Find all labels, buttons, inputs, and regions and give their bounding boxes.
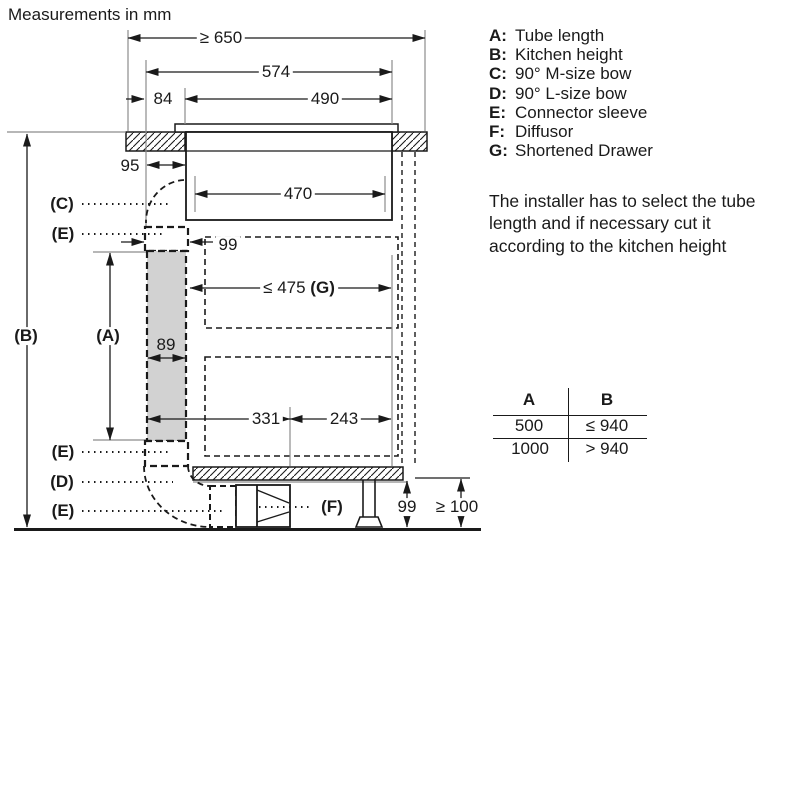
label-sleeve-mid: (E) bbox=[51, 442, 75, 462]
dim-left-offset: 84 bbox=[153, 89, 173, 109]
dimension-lines bbox=[27, 38, 461, 527]
dim-cutout-width: 490 bbox=[308, 90, 342, 108]
dim-hob-width: 574 bbox=[259, 63, 293, 81]
label-diffusor: (F) bbox=[321, 497, 343, 517]
dim-rear-depth: 243 bbox=[327, 410, 361, 428]
cabinet-leg bbox=[356, 480, 382, 527]
label-sleeve-out: (E) bbox=[51, 501, 75, 521]
label-bow-l: (D) bbox=[50, 472, 74, 492]
connector-sleeve-top bbox=[145, 227, 188, 251]
legend bbox=[489, 26, 653, 161]
cabinet-bottom-panel bbox=[193, 467, 403, 480]
table-cell: > 940 bbox=[585, 439, 629, 458]
label-bow-m: (C) bbox=[50, 194, 74, 214]
dim-duct-offset: 95 bbox=[120, 156, 140, 176]
dim-front-depth: 331 bbox=[249, 410, 283, 428]
connector-sleeve-mid bbox=[145, 441, 188, 466]
table-cell: 1000 bbox=[511, 439, 549, 458]
lower-drawer bbox=[205, 357, 398, 456]
table-header-b: B bbox=[600, 390, 614, 409]
dim-sleeve-width: 99 bbox=[216, 236, 241, 254]
diffusor bbox=[236, 485, 290, 527]
connector-sleeve-out bbox=[210, 486, 236, 527]
dim-tube-width: 89 bbox=[156, 335, 176, 355]
legend-item: C: 90° M-size bow bbox=[489, 64, 632, 84]
ab-table bbox=[493, 385, 647, 465]
legend-item: A: Tube length bbox=[489, 25, 605, 45]
hob-box bbox=[186, 132, 392, 220]
dim-min-niche-width: ≥ 650 bbox=[197, 29, 245, 47]
dim-hob-inner-width: 470 bbox=[281, 185, 315, 203]
dim-drawer-depth: ≤ 475 (G) bbox=[260, 279, 338, 297]
table-divider bbox=[568, 388, 569, 462]
legend-item: D: 90° L-size bow bbox=[489, 83, 627, 103]
legend-item: G: Shortened Drawer bbox=[489, 141, 653, 161]
table-cell: ≤ 940 bbox=[585, 416, 629, 435]
legend-item: B: Kitchen height bbox=[489, 44, 623, 64]
page-title: Measurements in mm bbox=[8, 5, 172, 24]
installer-note: The installer has to select the tube length and if necessary cut it according to the kitchen height bbox=[489, 191, 756, 256]
legend-item: E: Connector sleeve bbox=[489, 102, 648, 122]
label-sleeve-top: (E) bbox=[51, 224, 75, 244]
table-header-a: A bbox=[522, 390, 536, 409]
legend-item: F: Diffusor bbox=[489, 122, 574, 142]
drawer-key: (G) bbox=[310, 278, 335, 298]
hob-body bbox=[175, 124, 398, 220]
dim-floor-clearance: ≥ 100 bbox=[433, 498, 481, 516]
dim-outlet-height: 99 bbox=[395, 498, 420, 516]
hob-glass-top bbox=[175, 124, 398, 132]
table-cell: 500 bbox=[514, 416, 544, 435]
label-kitchen-height: (B) bbox=[14, 326, 38, 346]
extension-lines bbox=[7, 30, 425, 482]
bow-m-size bbox=[146, 180, 184, 223]
label-tube-length: (A) bbox=[96, 326, 120, 346]
